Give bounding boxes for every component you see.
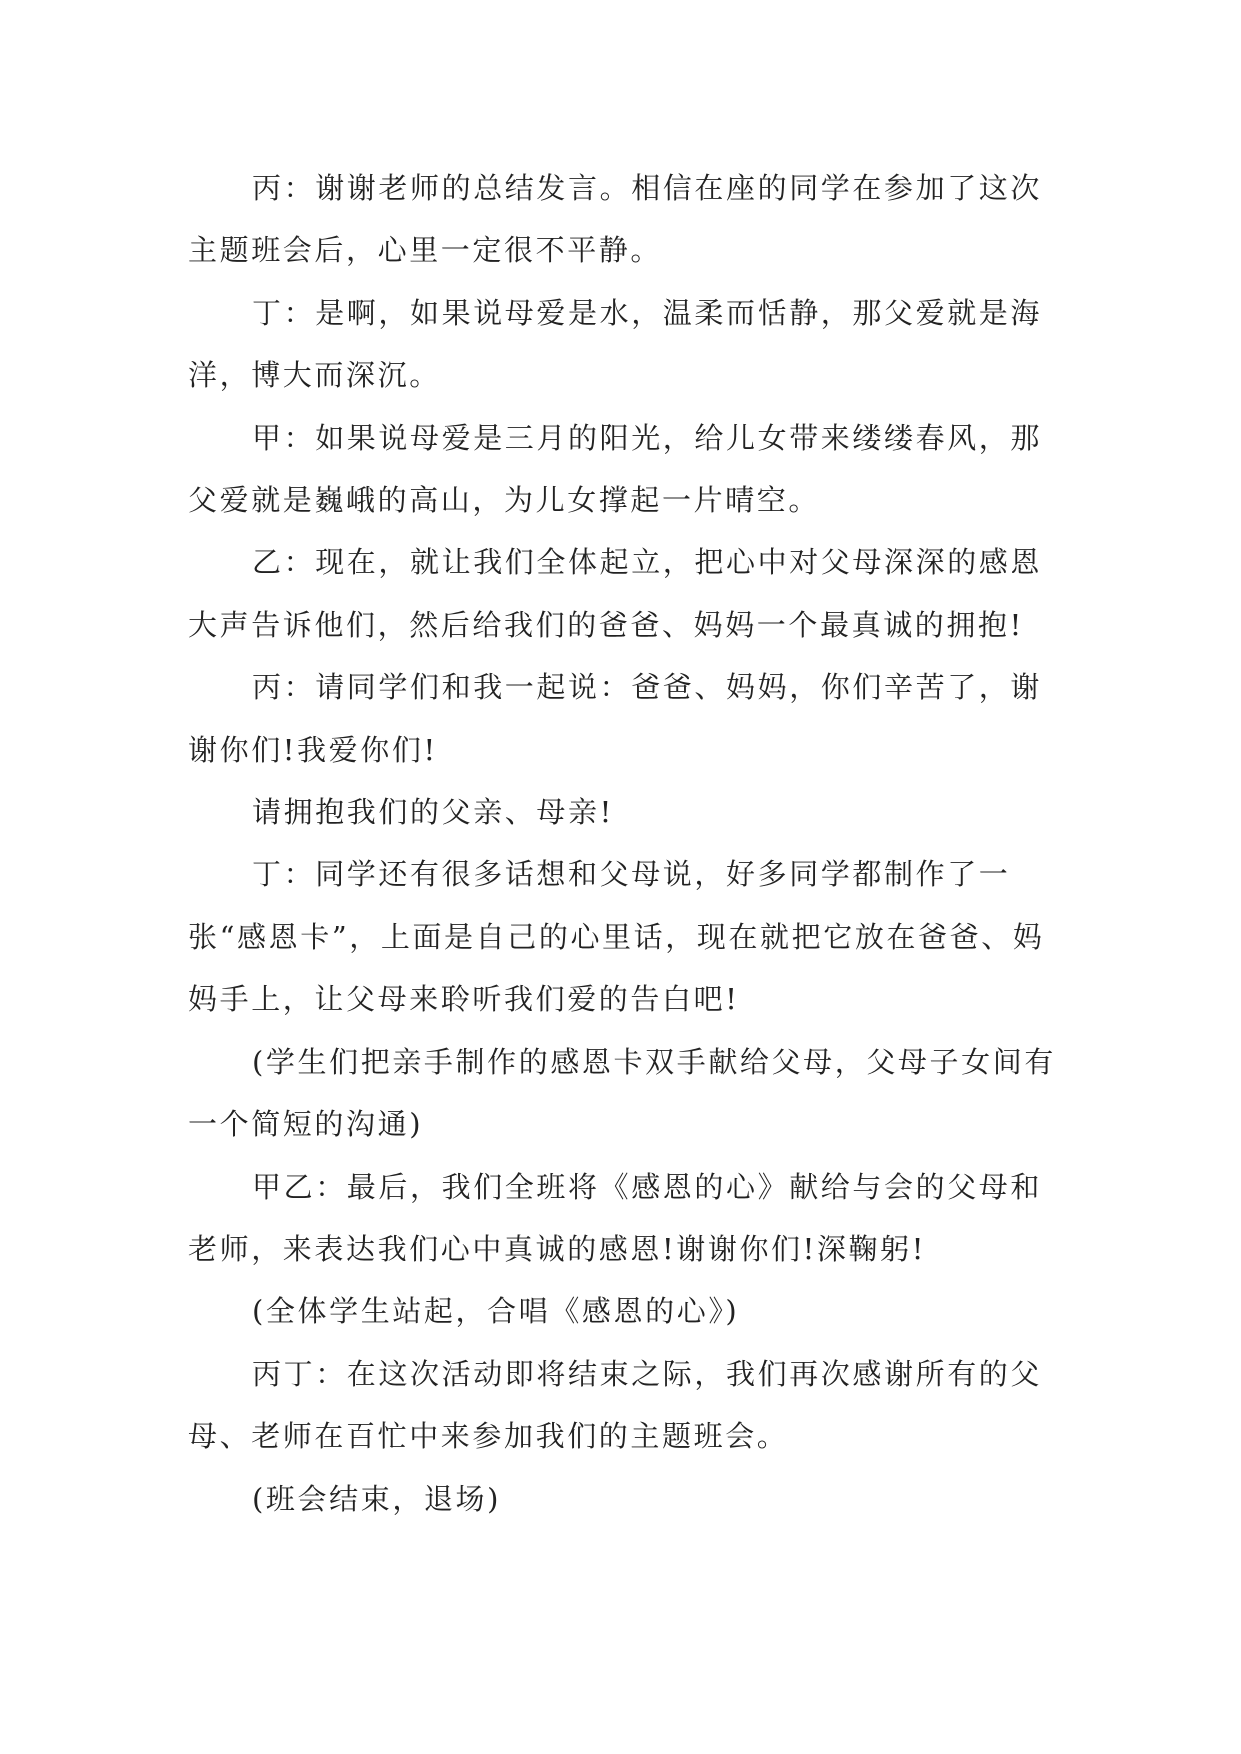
paragraph: 甲乙：最后，我们全班将《感恩的心》献给与会的父母和老师，来表达我们心中真诚的感恩!谢谢你们!深鞠躬! [188,1169,1043,1266]
paragraph: 乙：现在，就让我们全体起立，把心中对父母深深的感恩大声告诉他们，然后给我们的爸爸、妈妈一个最真诚的拥抱! [188,545,1043,642]
paragraph: 请拥抱我们的父亲、母亲! [252,795,614,830]
paragraph: 丙丁：在这次活动即将结束之际，我们再次感谢所有的父母、老师在百忙中来参加我们的主题班会。 [188,1356,1043,1454]
paragraph: 丙：请同学们和我一起说：爸爸、妈妈，你们辛苦了，谢谢你们!我爱你们! [188,670,1043,767]
document-body [188,157,1068,1530]
paragraph: 甲：如果说母爱是三月的阳光，给儿女带来缕缕春风，那父爱就是巍峨的高山，为儿女撑起一片晴空。 [188,420,1043,518]
paragraph: 丙：谢谢老师的总结发言。相信在座的同学在参加了这次主题班会后，心里一定很不平静。 [188,171,1043,268]
paragraph: (学生们把亲手制作的感恩卡双手献给父母，父母子女间有一个简短的沟通) [188,1044,1056,1142]
paragraph: 丁：是啊，如果说母爱是水，温柔而恬静，那父爱就是海洋，博大而深沉。 [188,295,1043,393]
paragraph: (班会结束，退场) [252,1481,502,1516]
paragraph: 丁：同学还有很多话想和父母说，好多同学都制作了一张“感恩卡”，上面是自己的心里话，现在就把它放在爸爸、妈妈手上，让父母来聆听我们爱的告白吧! [188,857,1045,1017]
paragraph: (全体学生站起，合唱《感恩的心》) [252,1294,740,1329]
